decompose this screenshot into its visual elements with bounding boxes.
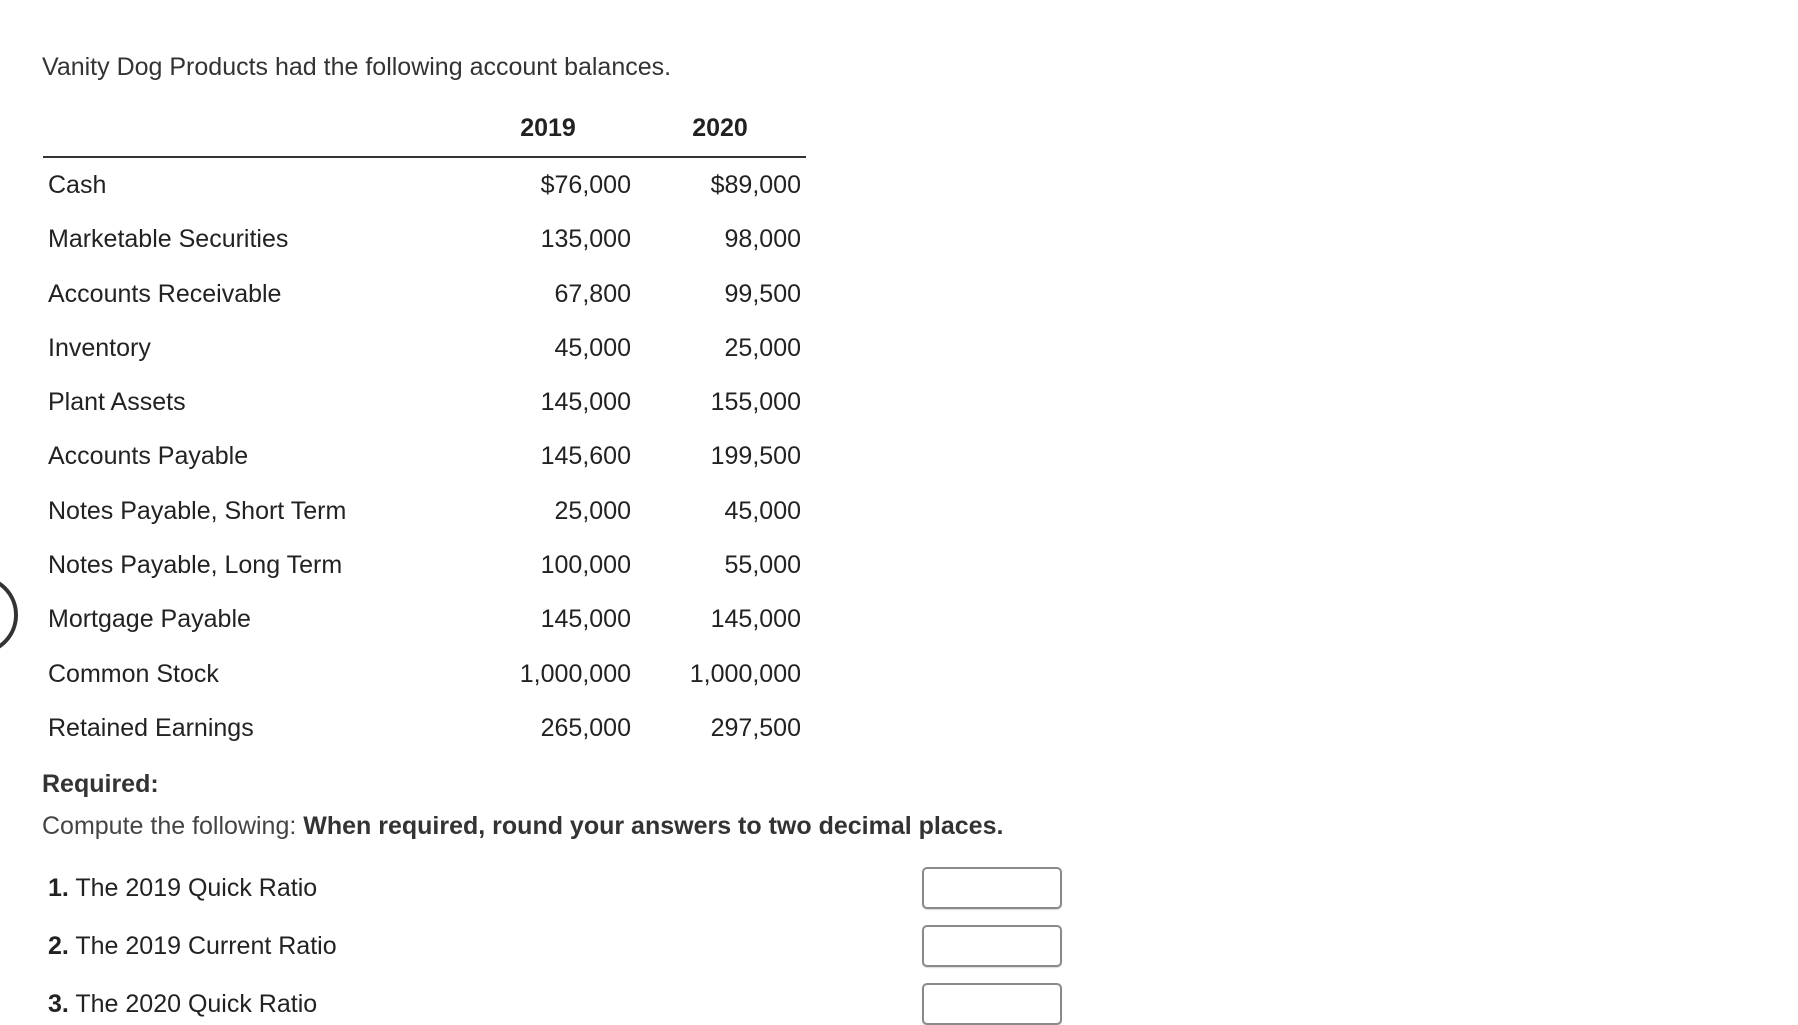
instructions-emphasis: When required, round your answers to two decimal places. (303, 812, 1004, 840)
value-2019: 1,000,000 (519, 659, 631, 688)
table-row (43, 429, 806, 483)
account-name: Accounts Receivable (48, 279, 282, 308)
value-2020: 45,000 (724, 496, 801, 525)
account-name: Common Stock (48, 659, 219, 688)
answer-input-1[interactable] (922, 867, 1062, 909)
question-3 (48, 990, 317, 1019)
value-2020: 297,500 (710, 713, 801, 742)
account-balances-table (43, 106, 806, 755)
instructions-text: Compute the following: (42, 812, 304, 840)
answer-input-3[interactable] (922, 983, 1062, 1025)
account-name: Marketable Securities (48, 225, 289, 254)
value-2019: 45,000 (554, 333, 631, 362)
value-2020: 99,500 (724, 279, 801, 308)
value-2020: 98,000 (724, 225, 801, 254)
value-2020: 25,000 (724, 333, 801, 362)
table-row (43, 321, 806, 375)
table-row (43, 484, 806, 538)
value-2020: 145,000 (710, 605, 801, 634)
value-2019: 145,000 (540, 388, 631, 417)
account-name: Inventory (48, 333, 151, 362)
value-2020: 155,000 (710, 388, 801, 417)
answer-input-2[interactable] (922, 925, 1062, 967)
table-row (43, 158, 806, 212)
value-2019: 145,600 (540, 442, 631, 471)
table-row (43, 212, 806, 266)
value-2020: $89,000 (710, 171, 801, 199)
column-header-2020: 2020 (692, 114, 748, 142)
account-name: Mortgage Payable (48, 605, 251, 634)
question-1 (48, 874, 317, 903)
value-2019: $76,000 (540, 171, 631, 199)
account-name: Plant Assets (48, 388, 186, 417)
value-2020: 1,000,000 (689, 659, 801, 688)
value-2020: 55,000 (724, 551, 801, 580)
question-text: The 2020 Quick Ratio (75, 990, 318, 1018)
column-header-2019: 2019 (520, 114, 576, 142)
account-name: Retained Earnings (48, 713, 254, 742)
question-number: 1. (48, 874, 69, 902)
value-2020: 199,500 (710, 442, 801, 471)
table-header-row (43, 106, 806, 158)
value-2019: 25,000 (554, 496, 631, 525)
value-2019: 100,000 (540, 551, 631, 580)
table-row (43, 647, 806, 701)
value-2019: 145,000 (540, 605, 631, 634)
value-2019: 67,800 (554, 279, 631, 308)
table-row (43, 267, 806, 321)
circle-control-icon[interactable] (0, 575, 18, 655)
account-name: Notes Payable, Long Term (48, 551, 343, 580)
question-number: 3. (48, 990, 69, 1018)
question-number: 2. (48, 932, 69, 960)
question-2 (48, 932, 337, 961)
account-name: Accounts Payable (48, 442, 249, 471)
table-row (43, 701, 806, 755)
table-row (43, 592, 806, 646)
table-row (43, 538, 806, 592)
instructions (42, 812, 1003, 841)
question-text: The 2019 Current Ratio (75, 932, 337, 960)
account-name: Notes Payable, Short Term (48, 496, 347, 525)
table-row (43, 375, 806, 429)
required-heading: Required: (42, 770, 159, 798)
value-2019: 135,000 (540, 225, 631, 254)
value-2019: 265,000 (540, 713, 631, 742)
question-text: The 2019 Quick Ratio (75, 874, 318, 902)
account-name: Cash (48, 171, 107, 199)
intro-text: Vanity Dog Products had the following account balances. (42, 53, 672, 81)
